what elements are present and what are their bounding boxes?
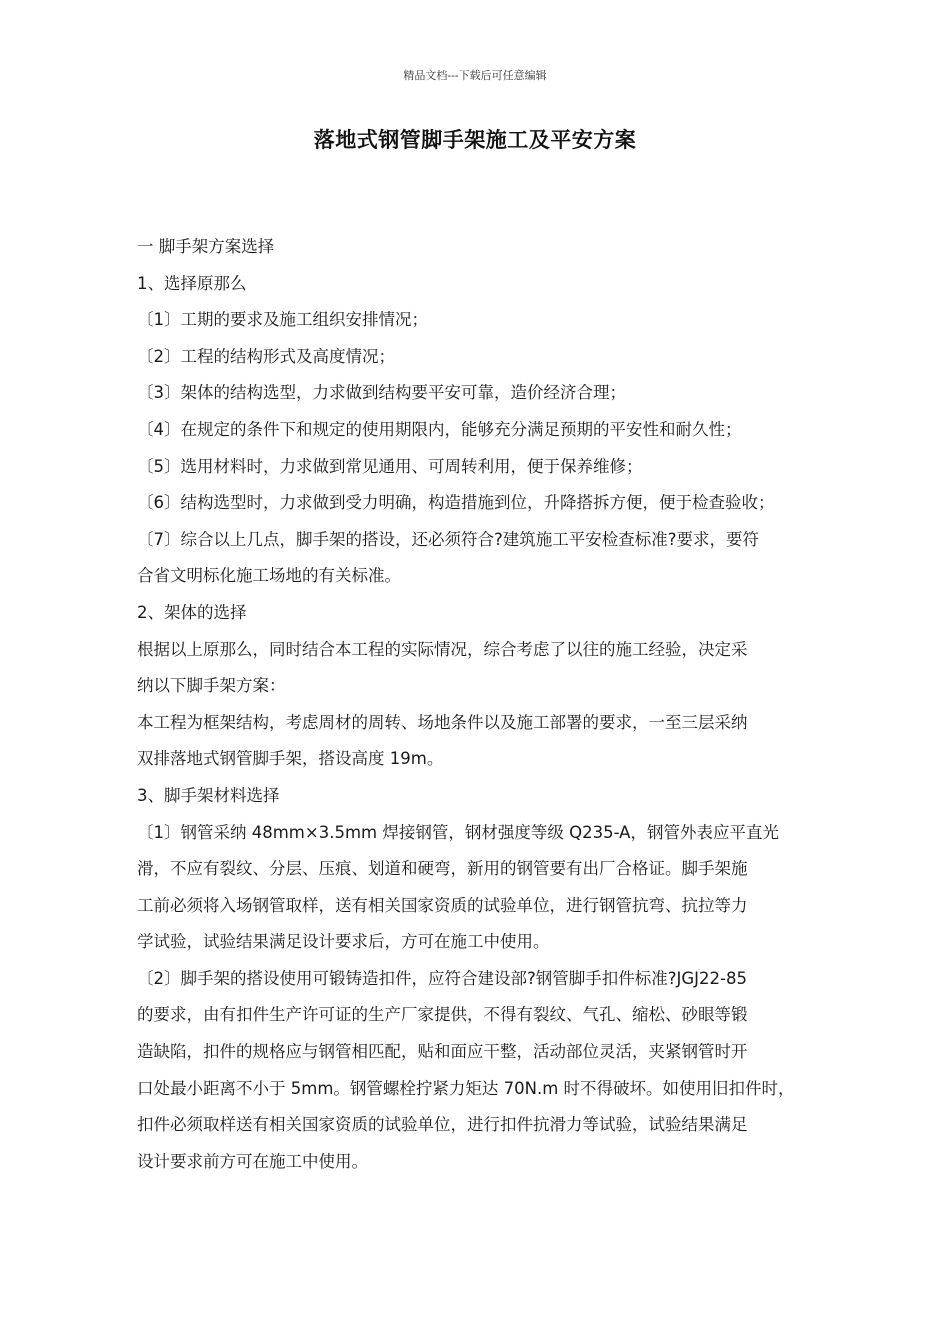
text-line: 〔1〕工期的要求及施工组织安排情况；: [137, 310, 428, 330]
subsection-heading: 1、选择原那么: [137, 273, 247, 293]
text-line: 的要求，由有扣件生产许可证的生产厂家提供，不得有裂纹、气孔、缩松、砂眼等锻: [137, 1005, 748, 1025]
subsection-heading: 2、架体的选择: [137, 602, 247, 622]
document-body: [137, 229, 877, 1180]
document-title: 落地式钢管脚手架施工及平安方案: [313, 128, 637, 153]
text-line: 〔1〕钢管采纳 48mm×3.5mm 焊接钢管，钢材强度等级 Q235-A，钢管外表应平直光: [137, 822, 779, 842]
text-line: 合省文明标化施工场地的有关标准。: [137, 566, 401, 586]
text-line: 〔4〕在规定的条件下和规定的使用期限内，能够充分满足预期的平安性和耐久性；: [137, 419, 742, 439]
text-line: 学试验，试验结果满足设计要求后，方可在施工中使用。: [137, 932, 550, 952]
page-header-note: 精品文档---下载后可任意编辑: [403, 69, 547, 82]
text-line: 设计要求前方可在施工中使用。: [137, 1151, 368, 1171]
text-line: 纳以下脚手架方案：: [137, 676, 286, 696]
text-line: 〔6〕结构选型时，力求做到受力明确，构造措施到位，升降搭拆方便，便于检查验收；: [137, 493, 775, 513]
subsection-heading: 3、脚手架材料选择: [137, 785, 280, 805]
text-line: 本工程为框架结构，考虑周材的周转、场地条件以及施工部署的要求，一至三层采纳: [137, 712, 748, 732]
text-line: 滑，不应有裂纹、分层、压痕、划道和硬弯，新用的钢管要有出厂合格证。脚手架施: [137, 859, 748, 879]
text-line: 〔7〕综合以上几点，脚手架的搭设，还必须符合?建筑施工平安检查标准?要求，要符: [137, 529, 760, 549]
text-line: 双排落地式钢管脚手架，搭设高度 19m。: [137, 749, 444, 769]
text-line: 造缺陷，扣件的规格应与钢管相匹配，贴和面应干整，活动部位灵活，夹紧钢管时开: [137, 1042, 748, 1062]
text-line: 〔5〕选用材料时，力求做到常见通用、可周转利用，便于保养维修；: [137, 456, 643, 476]
text-line: 〔2〕工程的结构形式及高度情况；: [137, 346, 395, 366]
text-line: 根据以上原那么，同时结合本工程的实际情况，综合考虑了以往的施工经验，决定采: [137, 639, 748, 659]
text-line: 〔3〕架体的结构选型，力求做到结构要平安可靠，造价经济合理；: [137, 383, 626, 403]
text-line: 口处最小距离不小于 5mm。钢管螺栓拧紧力矩达 70N.m 时不得破坏。如使用旧扣件时，: [137, 1078, 795, 1098]
text-line: 扣件必须取样送有相关国家资质的试验单位，进行扣件抗滑力等试验，试验结果满足: [137, 1115, 748, 1135]
section-heading: 一 脚手架方案选择: [137, 237, 275, 256]
text-line: 工前必须将入场钢管取样，送有相关国家资质的试验单位，进行钢管抗弯、抗拉等力: [137, 895, 748, 915]
text-line: 〔2〕脚手架的搭设使用可锻铸造扣件，应符合建设部?钢管脚手扣件标准?JGJ22-85: [137, 968, 747, 988]
